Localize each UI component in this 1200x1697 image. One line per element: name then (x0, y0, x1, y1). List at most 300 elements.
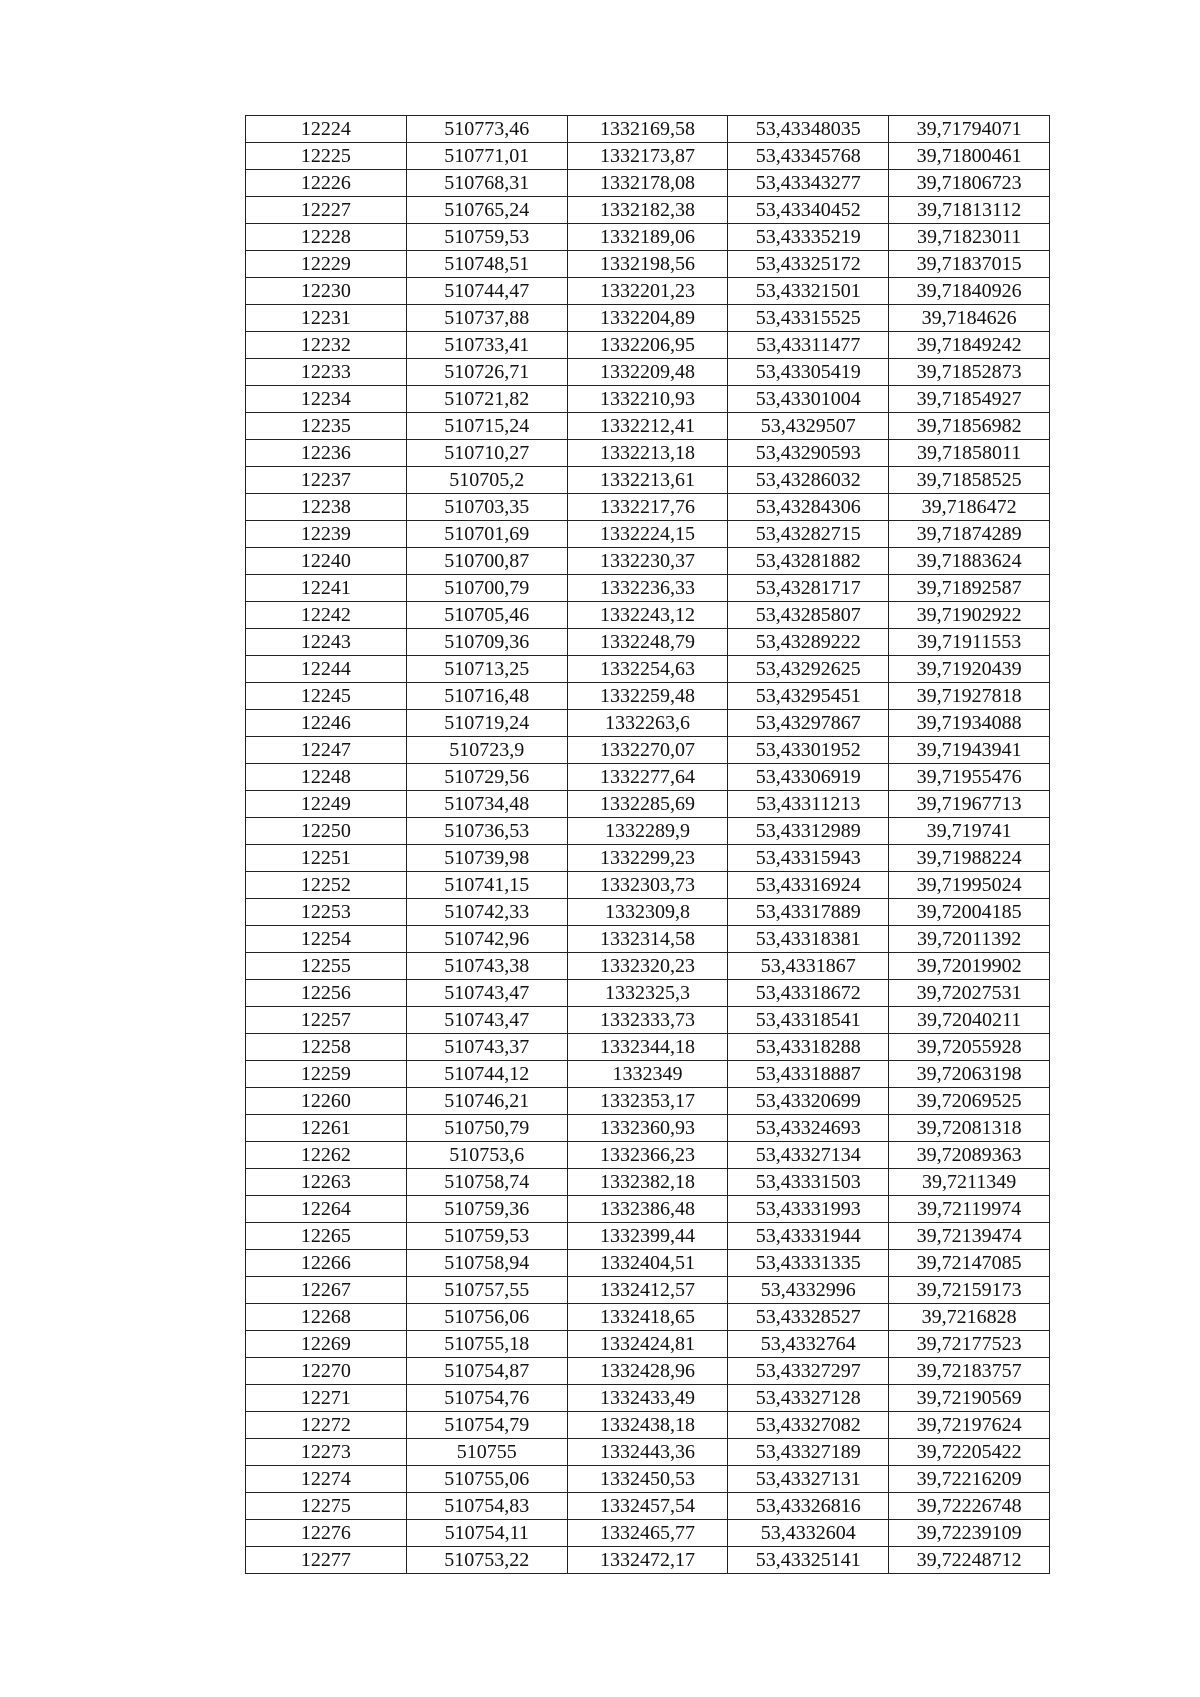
y-coordinate-cell: 1332263,6 (567, 710, 728, 737)
x-coordinate-cell: 510737,88 (406, 305, 567, 332)
latitude-cell: 53,43327082 (728, 1412, 889, 1439)
longitude-cell: 39,72239109 (889, 1520, 1050, 1547)
point-number-cell: 12270 (246, 1358, 407, 1385)
x-coordinate-cell: 510771,01 (406, 143, 567, 170)
point-number-cell: 12234 (246, 386, 407, 413)
latitude-cell: 53,43292625 (728, 656, 889, 683)
longitude-cell: 39,72197624 (889, 1412, 1050, 1439)
longitude-cell: 39,72159173 (889, 1277, 1050, 1304)
y-coordinate-cell: 1332353,17 (567, 1088, 728, 1115)
y-coordinate-cell: 1332366,23 (567, 1142, 728, 1169)
table-row (246, 467, 1050, 494)
x-coordinate-cell: 510705,2 (406, 467, 567, 494)
point-number-cell: 12263 (246, 1169, 407, 1196)
point-number-cell: 12242 (246, 602, 407, 629)
latitude-cell: 53,43331993 (728, 1196, 889, 1223)
point-number-cell: 12265 (246, 1223, 407, 1250)
longitude-cell: 39,72063198 (889, 1061, 1050, 1088)
point-number-cell: 12238 (246, 494, 407, 521)
table-row (246, 251, 1050, 278)
longitude-cell: 39,71955476 (889, 764, 1050, 791)
point-number-cell: 12231 (246, 305, 407, 332)
table-row (246, 1277, 1050, 1304)
latitude-cell: 53,43327297 (728, 1358, 889, 1385)
longitude-cell: 39,72147085 (889, 1250, 1050, 1277)
x-coordinate-cell: 510768,31 (406, 170, 567, 197)
longitude-cell: 39,72226748 (889, 1493, 1050, 1520)
latitude-cell: 53,43345768 (728, 143, 889, 170)
y-coordinate-cell: 1332259,48 (567, 683, 728, 710)
x-coordinate-cell: 510701,69 (406, 521, 567, 548)
y-coordinate-cell: 1332382,18 (567, 1169, 728, 1196)
x-coordinate-cell: 510754,83 (406, 1493, 567, 1520)
point-number-cell: 12241 (246, 575, 407, 602)
latitude-cell: 53,43281882 (728, 548, 889, 575)
point-number-cell: 12277 (246, 1547, 407, 1574)
table-row (246, 143, 1050, 170)
longitude-cell: 39,7186472 (889, 494, 1050, 521)
longitude-cell: 39,71883624 (889, 548, 1050, 575)
latitude-cell: 53,43318381 (728, 926, 889, 953)
longitude-cell: 39,7184626 (889, 305, 1050, 332)
latitude-cell: 53,43286032 (728, 467, 889, 494)
latitude-cell: 53,43327131 (728, 1466, 889, 1493)
latitude-cell: 53,43311213 (728, 791, 889, 818)
table-row (246, 305, 1050, 332)
y-coordinate-cell: 1332209,48 (567, 359, 728, 386)
latitude-cell: 53,43340452 (728, 197, 889, 224)
table-row (246, 1115, 1050, 1142)
table-row (246, 1250, 1050, 1277)
latitude-cell: 53,43315943 (728, 845, 889, 872)
table-row (246, 1331, 1050, 1358)
y-coordinate-cell: 1332438,18 (567, 1412, 728, 1439)
table-row (246, 1466, 1050, 1493)
latitude-cell: 53,43318887 (728, 1061, 889, 1088)
x-coordinate-cell: 510710,27 (406, 440, 567, 467)
x-coordinate-cell: 510742,96 (406, 926, 567, 953)
latitude-cell: 53,4331867 (728, 953, 889, 980)
x-coordinate-cell: 510754,76 (406, 1385, 567, 1412)
point-number-cell: 12273 (246, 1439, 407, 1466)
longitude-cell: 39,71794071 (889, 116, 1050, 143)
y-coordinate-cell: 1332450,53 (567, 1466, 728, 1493)
table-row (246, 656, 1050, 683)
y-coordinate-cell: 1332299,23 (567, 845, 728, 872)
y-coordinate-cell: 1332213,18 (567, 440, 728, 467)
point-number-cell: 12240 (246, 548, 407, 575)
x-coordinate-cell: 510705,46 (406, 602, 567, 629)
longitude-cell: 39,71800461 (889, 143, 1050, 170)
table-row (246, 440, 1050, 467)
y-coordinate-cell: 1332320,23 (567, 953, 728, 980)
latitude-cell: 53,43331503 (728, 1169, 889, 1196)
point-number-cell: 12254 (246, 926, 407, 953)
point-number-cell: 12224 (246, 116, 407, 143)
longitude-cell: 39,7216828 (889, 1304, 1050, 1331)
y-coordinate-cell: 1332224,15 (567, 521, 728, 548)
latitude-cell: 53,4332764 (728, 1331, 889, 1358)
x-coordinate-cell: 510743,47 (406, 980, 567, 1007)
longitude-cell: 39,72055928 (889, 1034, 1050, 1061)
table-row (246, 116, 1050, 143)
y-coordinate-cell: 1332465,77 (567, 1520, 728, 1547)
x-coordinate-cell: 510744,12 (406, 1061, 567, 1088)
point-number-cell: 12275 (246, 1493, 407, 1520)
x-coordinate-cell: 510773,46 (406, 116, 567, 143)
table-row (246, 1412, 1050, 1439)
point-number-cell: 12244 (246, 656, 407, 683)
x-coordinate-cell: 510755 (406, 1439, 567, 1466)
x-coordinate-cell: 510742,33 (406, 899, 567, 926)
y-coordinate-cell: 1332189,06 (567, 224, 728, 251)
y-coordinate-cell: 1332210,93 (567, 386, 728, 413)
x-coordinate-cell: 510726,71 (406, 359, 567, 386)
y-coordinate-cell: 1332236,33 (567, 575, 728, 602)
table-row (246, 683, 1050, 710)
longitude-cell: 39,71920439 (889, 656, 1050, 683)
x-coordinate-cell: 510746,21 (406, 1088, 567, 1115)
longitude-cell: 39,71823011 (889, 224, 1050, 251)
point-number-cell: 12243 (246, 629, 407, 656)
y-coordinate-cell: 1332270,07 (567, 737, 728, 764)
x-coordinate-cell: 510713,25 (406, 656, 567, 683)
table-row (246, 332, 1050, 359)
longitude-cell: 39,71927818 (889, 683, 1050, 710)
latitude-cell: 53,43320699 (728, 1088, 889, 1115)
longitude-cell: 39,71874289 (889, 521, 1050, 548)
table-row (246, 602, 1050, 629)
latitude-cell: 53,43327189 (728, 1439, 889, 1466)
table-row (246, 1088, 1050, 1115)
latitude-cell: 53,43317889 (728, 899, 889, 926)
latitude-cell: 53,43324693 (728, 1115, 889, 1142)
longitude-cell: 39,71852873 (889, 359, 1050, 386)
point-number-cell: 12235 (246, 413, 407, 440)
longitude-cell: 39,71943941 (889, 737, 1050, 764)
point-number-cell: 12269 (246, 1331, 407, 1358)
y-coordinate-cell: 1332325,3 (567, 980, 728, 1007)
point-number-cell: 12227 (246, 197, 407, 224)
x-coordinate-cell: 510743,37 (406, 1034, 567, 1061)
latitude-cell: 53,43318672 (728, 980, 889, 1007)
latitude-cell: 53,43281717 (728, 575, 889, 602)
table-row (246, 494, 1050, 521)
table-row (246, 1358, 1050, 1385)
longitude-cell: 39,71858525 (889, 467, 1050, 494)
point-number-cell: 12266 (246, 1250, 407, 1277)
table-row (246, 1547, 1050, 1574)
longitude-cell: 39,72216209 (889, 1466, 1050, 1493)
x-coordinate-cell: 510715,24 (406, 413, 567, 440)
y-coordinate-cell: 1332173,87 (567, 143, 728, 170)
longitude-cell: 39,71840926 (889, 278, 1050, 305)
table-row (246, 278, 1050, 305)
longitude-cell: 39,71967713 (889, 791, 1050, 818)
table-row (246, 224, 1050, 251)
point-number-cell: 12250 (246, 818, 407, 845)
table-row (246, 170, 1050, 197)
y-coordinate-cell: 1332428,96 (567, 1358, 728, 1385)
latitude-cell: 53,43331944 (728, 1223, 889, 1250)
x-coordinate-cell: 510755,18 (406, 1331, 567, 1358)
y-coordinate-cell: 1332182,38 (567, 197, 728, 224)
x-coordinate-cell: 510754,11 (406, 1520, 567, 1547)
y-coordinate-cell: 1332418,65 (567, 1304, 728, 1331)
latitude-cell: 53,4332604 (728, 1520, 889, 1547)
longitude-cell: 39,71892587 (889, 575, 1050, 602)
x-coordinate-cell: 510719,24 (406, 710, 567, 737)
longitude-cell: 39,72069525 (889, 1088, 1050, 1115)
x-coordinate-cell: 510748,51 (406, 251, 567, 278)
y-coordinate-cell: 1332201,23 (567, 278, 728, 305)
table-row (246, 386, 1050, 413)
latitude-cell: 53,43331335 (728, 1250, 889, 1277)
table-row (246, 1223, 1050, 1250)
point-number-cell: 12257 (246, 1007, 407, 1034)
y-coordinate-cell: 1332386,48 (567, 1196, 728, 1223)
y-coordinate-cell: 1332433,49 (567, 1385, 728, 1412)
table-row (246, 1520, 1050, 1547)
y-coordinate-cell: 1332349 (567, 1061, 728, 1088)
point-number-cell: 12267 (246, 1277, 407, 1304)
latitude-cell: 53,43326816 (728, 1493, 889, 1520)
longitude-cell: 39,71813112 (889, 197, 1050, 224)
longitude-cell: 39,71858011 (889, 440, 1050, 467)
x-coordinate-cell: 510756,06 (406, 1304, 567, 1331)
coordinates-table-body (246, 116, 1050, 1574)
table-row (246, 980, 1050, 1007)
table-row (246, 953, 1050, 980)
point-number-cell: 12247 (246, 737, 407, 764)
point-number-cell: 12264 (246, 1196, 407, 1223)
longitude-cell: 39,72119974 (889, 1196, 1050, 1223)
latitude-cell: 53,43325141 (728, 1547, 889, 1574)
longitude-cell: 39,71911553 (889, 629, 1050, 656)
latitude-cell: 53,43348035 (728, 116, 889, 143)
latitude-cell: 53,43284306 (728, 494, 889, 521)
coordinates-table (245, 115, 1050, 1574)
x-coordinate-cell: 510703,35 (406, 494, 567, 521)
latitude-cell: 53,43290593 (728, 440, 889, 467)
table-row (246, 197, 1050, 224)
point-number-cell: 12272 (246, 1412, 407, 1439)
y-coordinate-cell: 1332333,73 (567, 1007, 728, 1034)
y-coordinate-cell: 1332457,54 (567, 1493, 728, 1520)
table-row (246, 872, 1050, 899)
point-number-cell: 12249 (246, 791, 407, 818)
table-row (246, 1385, 1050, 1412)
point-number-cell: 12276 (246, 1520, 407, 1547)
latitude-cell: 53,4332996 (728, 1277, 889, 1304)
longitude-cell: 39,71849242 (889, 332, 1050, 359)
table-row (246, 737, 1050, 764)
table-row (246, 764, 1050, 791)
point-number-cell: 12239 (246, 521, 407, 548)
point-number-cell: 12252 (246, 872, 407, 899)
y-coordinate-cell: 1332178,08 (567, 170, 728, 197)
latitude-cell: 53,43318541 (728, 1007, 889, 1034)
x-coordinate-cell: 510753,6 (406, 1142, 567, 1169)
y-coordinate-cell: 1332217,76 (567, 494, 728, 521)
x-coordinate-cell: 510757,55 (406, 1277, 567, 1304)
longitude-cell: 39,71856982 (889, 413, 1050, 440)
latitude-cell: 53,43312989 (728, 818, 889, 845)
longitude-cell: 39,72139474 (889, 1223, 1050, 1250)
y-coordinate-cell: 1332277,64 (567, 764, 728, 791)
table-row (246, 548, 1050, 575)
table-row (246, 845, 1050, 872)
table-row (246, 1493, 1050, 1520)
latitude-cell: 53,43328527 (728, 1304, 889, 1331)
latitude-cell: 53,43297867 (728, 710, 889, 737)
point-number-cell: 12236 (246, 440, 407, 467)
table-row (246, 1142, 1050, 1169)
y-coordinate-cell: 1332212,41 (567, 413, 728, 440)
point-number-cell: 12228 (246, 224, 407, 251)
point-number-cell: 12246 (246, 710, 407, 737)
y-coordinate-cell: 1332248,79 (567, 629, 728, 656)
latitude-cell: 53,43285807 (728, 602, 889, 629)
point-number-cell: 12225 (246, 143, 407, 170)
table-row (246, 1196, 1050, 1223)
point-number-cell: 12262 (246, 1142, 407, 1169)
y-coordinate-cell: 1332424,81 (567, 1331, 728, 1358)
longitude-cell: 39,72019902 (889, 953, 1050, 980)
x-coordinate-cell: 510754,87 (406, 1358, 567, 1385)
point-number-cell: 12258 (246, 1034, 407, 1061)
longitude-cell: 39,72089363 (889, 1142, 1050, 1169)
latitude-cell: 53,43321501 (728, 278, 889, 305)
longitude-cell: 39,7211349 (889, 1169, 1050, 1196)
y-coordinate-cell: 1332472,17 (567, 1547, 728, 1574)
table-row (246, 710, 1050, 737)
point-number-cell: 12232 (246, 332, 407, 359)
point-number-cell: 12248 (246, 764, 407, 791)
table-row (246, 926, 1050, 953)
table-row (246, 359, 1050, 386)
latitude-cell: 53,43335219 (728, 224, 889, 251)
point-number-cell: 12230 (246, 278, 407, 305)
point-number-cell: 12245 (246, 683, 407, 710)
y-coordinate-cell: 1332314,58 (567, 926, 728, 953)
latitude-cell: 53,43282715 (728, 521, 889, 548)
x-coordinate-cell: 510743,47 (406, 1007, 567, 1034)
y-coordinate-cell: 1332443,36 (567, 1439, 728, 1466)
point-number-cell: 12255 (246, 953, 407, 980)
x-coordinate-cell: 510758,74 (406, 1169, 567, 1196)
x-coordinate-cell: 510744,47 (406, 278, 567, 305)
table-row (246, 899, 1050, 926)
y-coordinate-cell: 1332303,73 (567, 872, 728, 899)
table-row (246, 1034, 1050, 1061)
longitude-cell: 39,72190569 (889, 1385, 1050, 1412)
latitude-cell: 53,43325172 (728, 251, 889, 278)
table-row (246, 1169, 1050, 1196)
y-coordinate-cell: 1332404,51 (567, 1250, 728, 1277)
longitude-cell: 39,71995024 (889, 872, 1050, 899)
table-row (246, 575, 1050, 602)
longitude-cell: 39,72183757 (889, 1358, 1050, 1385)
y-coordinate-cell: 1332254,63 (567, 656, 728, 683)
x-coordinate-cell: 510721,82 (406, 386, 567, 413)
y-coordinate-cell: 1332198,56 (567, 251, 728, 278)
table-row (246, 413, 1050, 440)
latitude-cell: 53,43343277 (728, 170, 889, 197)
longitude-cell: 39,719741 (889, 818, 1050, 845)
y-coordinate-cell: 1332213,61 (567, 467, 728, 494)
point-number-cell: 12271 (246, 1385, 407, 1412)
point-number-cell: 12237 (246, 467, 407, 494)
y-coordinate-cell: 1332204,89 (567, 305, 728, 332)
latitude-cell: 53,43301952 (728, 737, 889, 764)
x-coordinate-cell: 510743,38 (406, 953, 567, 980)
table-row (246, 1061, 1050, 1088)
x-coordinate-cell: 510736,53 (406, 818, 567, 845)
point-number-cell: 12233 (246, 359, 407, 386)
y-coordinate-cell: 1332360,93 (567, 1115, 728, 1142)
longitude-cell: 39,72177523 (889, 1331, 1050, 1358)
latitude-cell: 53,43306919 (728, 764, 889, 791)
x-coordinate-cell: 510759,36 (406, 1196, 567, 1223)
x-coordinate-cell: 510709,36 (406, 629, 567, 656)
x-coordinate-cell: 510733,41 (406, 332, 567, 359)
point-number-cell: 12226 (246, 170, 407, 197)
latitude-cell: 53,43289222 (728, 629, 889, 656)
x-coordinate-cell: 510765,24 (406, 197, 567, 224)
longitude-cell: 39,72205422 (889, 1439, 1050, 1466)
x-coordinate-cell: 510700,87 (406, 548, 567, 575)
table-row (246, 629, 1050, 656)
point-number-cell: 12261 (246, 1115, 407, 1142)
latitude-cell: 53,43327128 (728, 1385, 889, 1412)
latitude-cell: 53,43316924 (728, 872, 889, 899)
point-number-cell: 12274 (246, 1466, 407, 1493)
x-coordinate-cell: 510753,22 (406, 1547, 567, 1574)
x-coordinate-cell: 510716,48 (406, 683, 567, 710)
y-coordinate-cell: 1332309,8 (567, 899, 728, 926)
table-row (246, 791, 1050, 818)
x-coordinate-cell: 510755,06 (406, 1466, 567, 1493)
point-number-cell: 12253 (246, 899, 407, 926)
x-coordinate-cell: 510759,53 (406, 1223, 567, 1250)
latitude-cell: 53,43295451 (728, 683, 889, 710)
y-coordinate-cell: 1332169,58 (567, 116, 728, 143)
point-number-cell: 12259 (246, 1061, 407, 1088)
longitude-cell: 39,72081318 (889, 1115, 1050, 1142)
table-row (246, 521, 1050, 548)
point-number-cell: 12229 (246, 251, 407, 278)
longitude-cell: 39,72027531 (889, 980, 1050, 1007)
longitude-cell: 39,72040211 (889, 1007, 1050, 1034)
longitude-cell: 39,71806723 (889, 170, 1050, 197)
table-row (246, 1007, 1050, 1034)
y-coordinate-cell: 1332412,57 (567, 1277, 728, 1304)
latitude-cell: 53,43315525 (728, 305, 889, 332)
longitude-cell: 39,72011392 (889, 926, 1050, 953)
table-row (246, 1304, 1050, 1331)
y-coordinate-cell: 1332344,18 (567, 1034, 728, 1061)
y-coordinate-cell: 1332285,69 (567, 791, 728, 818)
y-coordinate-cell: 1332206,95 (567, 332, 728, 359)
longitude-cell: 39,71902922 (889, 602, 1050, 629)
point-number-cell: 12268 (246, 1304, 407, 1331)
y-coordinate-cell: 1332243,12 (567, 602, 728, 629)
x-coordinate-cell: 510741,15 (406, 872, 567, 899)
y-coordinate-cell: 1332289,9 (567, 818, 728, 845)
x-coordinate-cell: 510759,53 (406, 224, 567, 251)
x-coordinate-cell: 510739,98 (406, 845, 567, 872)
